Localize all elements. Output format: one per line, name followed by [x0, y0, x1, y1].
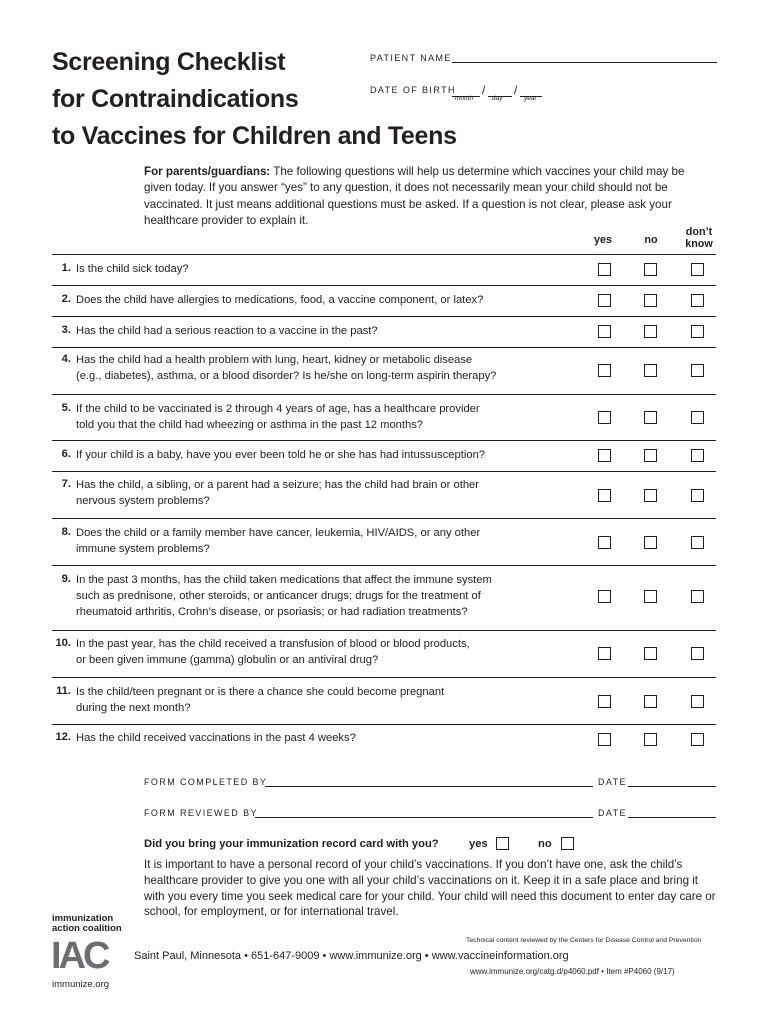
dont-know-checkbox[interactable] [691, 647, 704, 660]
dont-know-checkbox[interactable] [691, 733, 704, 746]
column-dont-know [678, 226, 720, 250]
question-line: Is the child sick today? [76, 263, 189, 275]
yes-checkbox[interactable] [598, 590, 611, 603]
record-card-question: Did you bring your immunization record card with you? [144, 838, 439, 850]
question-text [76, 261, 576, 277]
iac-logo-mark: IAC [51, 935, 108, 977]
yes-checkbox[interactable] [598, 647, 611, 660]
no-checkbox[interactable] [644, 411, 657, 424]
no-checkbox[interactable] [644, 294, 657, 307]
question-row [52, 285, 716, 317]
iac-logo-site: immunize.org [52, 979, 110, 990]
question-line: during the next month? [76, 702, 191, 714]
question-number: 8. [61, 526, 71, 538]
yes-checkbox[interactable] [598, 733, 611, 746]
column-yes: yes [593, 234, 612, 246]
yes-checkbox[interactable] [598, 449, 611, 462]
completed-date-label: DATE [598, 777, 627, 787]
no-checkbox[interactable] [644, 695, 657, 708]
item-reference: www.immunize.org/catg.d/p4060.pdf • Item #P4060 (9/17) [470, 967, 675, 976]
question-number: 5. [61, 402, 71, 414]
question-number: 6. [61, 448, 71, 460]
question-line: immune system problems? [76, 543, 210, 555]
question-line: (e.g., diabetes), asthma, or a blood disorder? Is he/she on long-term aspirin therapy? [76, 370, 497, 382]
question-number: 4. [61, 353, 71, 365]
question-row [52, 254, 716, 286]
no-checkbox[interactable] [644, 364, 657, 377]
yes-checkbox[interactable] [598, 364, 611, 377]
question-line: Has the child, a sibling, or a parent had a seizure; has the child had brain or other [76, 479, 479, 491]
form-reviewed-by-label: FORM REVIEWED BY [144, 808, 258, 818]
record-card-no-checkbox[interactable] [561, 837, 574, 850]
column-no: no [644, 234, 658, 246]
question-number: 7. [61, 478, 71, 490]
question-line: Does the child or a family member have cancer, leukemia, HIV/AIDS, or any other [76, 527, 481, 539]
question-number: 3. [61, 324, 71, 336]
question-line: In the past 3 months, has the child taken medications that affect the immune system [76, 574, 492, 586]
form-completed-by-field[interactable] [265, 786, 593, 787]
question-line: nervous system problems? [76, 495, 210, 507]
no-checkbox[interactable] [644, 590, 657, 603]
review-note: Technical content reviewed by the Centers for Disease Control and Prevention [466, 937, 702, 944]
reviewed-date-label: DATE [598, 808, 627, 818]
question-line: Has the child received vaccinations in the past 4 weeks? [76, 732, 356, 744]
yes-checkbox[interactable] [598, 294, 611, 307]
yes-checkbox[interactable] [598, 325, 611, 338]
iac-logo-text: immunization action coalition [52, 913, 122, 934]
question-line: such as prednisone, other steroids, or anticancer drugs; drugs for the treatment of [76, 590, 481, 602]
question-row [52, 471, 716, 519]
question-row [52, 630, 716, 678]
question-number: 10. [55, 637, 71, 649]
record-card-yes-checkbox[interactable] [496, 837, 509, 850]
question-line: rheumatoid arthritis, Crohn’s disease, or psoriasis; or had radiation treatments? [76, 606, 468, 618]
dont-know-checkbox[interactable] [691, 489, 704, 502]
question-text [76, 323, 576, 339]
question-text [76, 525, 576, 557]
title-line-1: Screening Checklist [52, 48, 286, 76]
intro-paragraph [144, 164, 710, 230]
question-line: If the child to be vaccinated is 2 through 4 years of age, has a healthcare provider [76, 403, 480, 415]
yes-checkbox[interactable] [598, 536, 611, 549]
question-text [76, 684, 576, 716]
dob-slash-1: / [482, 83, 486, 97]
column-dont-know-line-2: know [685, 238, 713, 250]
dont-know-checkbox[interactable] [691, 536, 704, 549]
dob-slash-2: / [514, 83, 518, 97]
question-text [76, 401, 576, 433]
question-line: In the past year, has the child received a transfusion of blood or blood products, [76, 638, 470, 650]
dob-month-caption: month [455, 95, 474, 102]
intro-lead: For parents/guardians: [144, 165, 271, 178]
question-number: 11. [56, 685, 71, 697]
record-card-paragraph: It is important to have a personal record of your child’s vaccinations. If you don’t have one, ask the child’s healthcare provider to give you one with all your child’s vaccinations on it. Keep it in a safe place and bring it with you every time you seek medical care for your child. Your child will need this document to enter day care or school, for employment, or for international travel. [144, 858, 716, 919]
no-checkbox[interactable] [644, 263, 657, 276]
no-checkbox[interactable] [644, 647, 657, 660]
record-card-no-label: no [538, 838, 552, 850]
question-row [52, 394, 716, 441]
contact-line: Saint Paul, Minnesota • 651-647-9009 • www.immunize.org • www.vaccineinformation.org [134, 950, 569, 962]
yes-checkbox[interactable] [598, 263, 611, 276]
question-row [52, 518, 716, 566]
form-completed-by-label: FORM COMPLETED BY [144, 777, 268, 787]
no-checkbox[interactable] [644, 449, 657, 462]
yes-checkbox[interactable] [598, 411, 611, 424]
dont-know-checkbox[interactable] [691, 325, 704, 338]
dont-know-checkbox[interactable] [691, 263, 704, 276]
question-text [76, 292, 576, 308]
question-row [52, 677, 716, 725]
question-line: Has the child had a health problem with lung, heart, kidney or metabolic disease [76, 354, 473, 366]
no-checkbox[interactable] [644, 733, 657, 746]
yes-checkbox[interactable] [598, 695, 611, 708]
question-line: Does the child have allergies to medications, food, a vaccine component, or latex? [76, 294, 484, 306]
reviewed-date-field[interactable] [628, 817, 716, 818]
yes-checkbox[interactable] [598, 489, 611, 502]
question-text [76, 352, 576, 384]
question-number: 12. [55, 731, 71, 743]
question-line: told you that the child had wheezing or asthma in the past 12 months? [76, 419, 424, 431]
question-line: Has the child had a serious reaction to a vaccine in the past? [76, 325, 378, 337]
date-of-birth-label: DATE OF BIRTH [370, 85, 456, 95]
question-text [76, 572, 576, 620]
patient-name-label: PATIENT NAME [370, 53, 452, 63]
dont-know-checkbox[interactable] [691, 294, 704, 307]
question-number: 1. [61, 262, 71, 274]
patient-name-field[interactable] [452, 62, 717, 63]
question-row [52, 565, 716, 631]
dont-know-checkbox[interactable] [691, 590, 704, 603]
column-dont-know-line-1: don’t [685, 226, 713, 238]
intro-text: The following questions will help us determine which vaccines your child may be given today. If you answer “yes” to any question, it does not necessarily mean your child should not be vaccinated. It just means additional questions must be asked. If a question is not clear, please ask your healthcare provider to explain it. [144, 165, 685, 228]
no-checkbox[interactable] [644, 489, 657, 502]
question-row [52, 347, 716, 395]
no-checkbox[interactable] [644, 325, 657, 338]
title-line-3: to Vaccines for Children and Teens [52, 122, 457, 150]
no-checkbox[interactable] [644, 536, 657, 549]
question-line: Is the child/teen pregnant or is there a chance she could become pregnant [76, 686, 445, 698]
completed-date-field[interactable] [628, 786, 716, 787]
record-card-yes-label: yes [469, 838, 488, 850]
dont-know-checkbox[interactable] [691, 695, 704, 708]
dont-know-checkbox[interactable] [691, 364, 704, 377]
question-row [52, 316, 716, 348]
question-text [76, 636, 576, 668]
question-number: 9. [61, 573, 71, 585]
question-row [52, 724, 716, 756]
question-text [76, 447, 576, 463]
dont-know-checkbox[interactable] [691, 411, 704, 424]
dont-know-checkbox[interactable] [691, 449, 704, 462]
question-line: or been given immune (gamma) globulin or an antiviral drug? [76, 654, 379, 666]
dob-day-caption: day [492, 95, 503, 102]
question-number: 2. [61, 293, 71, 305]
question-text [76, 477, 576, 509]
dob-year-caption: year [524, 95, 537, 102]
form-reviewed-by-field[interactable] [255, 817, 593, 818]
question-text [76, 730, 576, 746]
question-row [52, 440, 716, 472]
title-line-2: for Contraindications [52, 85, 299, 113]
question-line: If your child is a baby, have you ever been told he or she has had intussusception? [76, 449, 486, 461]
